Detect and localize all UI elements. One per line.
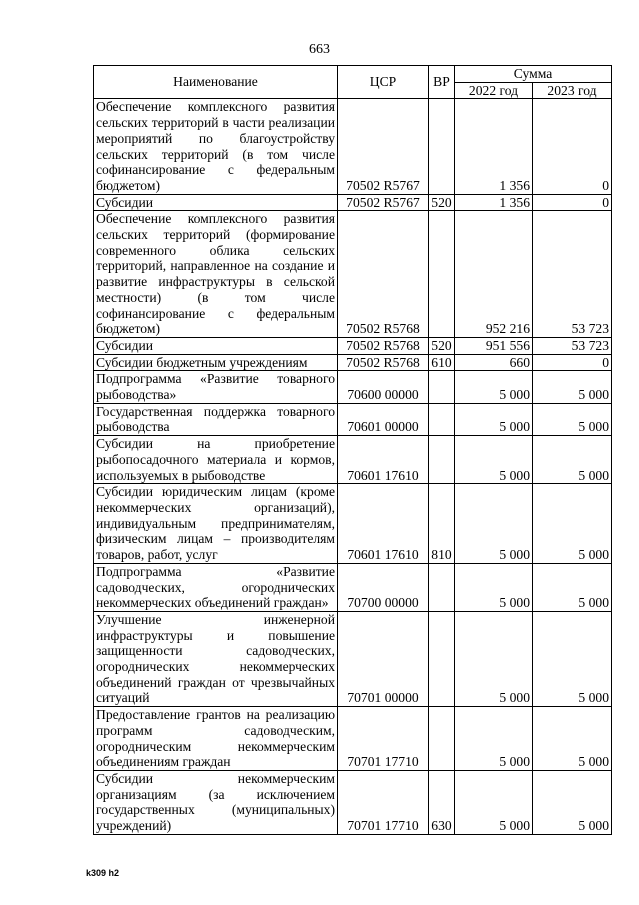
row-amount-2023-cell: 5 000 — [533, 707, 612, 771]
footer-code: k309 h2 — [86, 868, 120, 878]
table-row — [94, 211, 612, 338]
header-2023: 2023 год — [533, 82, 612, 99]
row-amount-2023-cell: 5 000 — [533, 484, 612, 564]
row-csr-cell: 70502 R5768 — [338, 337, 429, 354]
row-amount-2022-cell: 5 000 — [455, 371, 533, 403]
row-name-cell: Субсидии бюджетным учреждениям — [94, 354, 338, 371]
row-amount-2022-cell: 5 000 — [455, 770, 533, 834]
row-vr-cell — [429, 436, 455, 484]
row-csr-cell: 70701 00000 — [338, 611, 429, 706]
row-csr-cell: 70700 00000 — [338, 563, 429, 611]
row-amount-2023-cell: 0 — [533, 354, 612, 371]
header-sum: Сумма — [455, 66, 612, 83]
row-amount-2023-cell: 5 000 — [533, 403, 612, 435]
row-vr-cell: 610 — [429, 354, 455, 371]
row-amount-2022-cell: 5 000 — [455, 436, 533, 484]
row-amount-2023-cell: 5 000 — [533, 436, 612, 484]
row-csr-cell: 70601 00000 — [338, 403, 429, 435]
row-amount-2022-cell: 5 000 — [455, 707, 533, 771]
row-amount-2022-cell: 5 000 — [455, 563, 533, 611]
row-amount-2022-cell: 660 — [455, 354, 533, 371]
row-name-cell: Предоставление грантов на реализацию программ садоводческим, огородническим некоммерческим объединениям граждан — [94, 707, 338, 771]
table-row — [94, 611, 612, 706]
table-row — [94, 337, 612, 354]
row-amount-2023-cell: 5 000 — [533, 770, 612, 834]
row-vr-cell: 630 — [429, 770, 455, 834]
header-2022: 2022 год — [455, 82, 533, 99]
table-row — [94, 436, 612, 484]
row-amount-2023-cell: 0 — [533, 194, 612, 211]
table-body — [94, 99, 612, 834]
row-name-cell: Обеспечение комплексного развития сельских территорий (формирование современного облика сельских территорий, направленное на создание и развитие инфраструктуры в сельской местности) (в том числе софинансирование с федеральным бюджетом) — [94, 211, 338, 338]
row-name-cell: Подпрограмма «Развитие товарного рыбоводства» — [94, 371, 338, 403]
row-name-cell: Обеспечение комплексного развития сельских территорий в части реализации мероприятий по благоустройству сельских территорий (в том числе софинансирование с федеральным бюджетом) — [94, 99, 338, 194]
table-header-row — [94, 66, 612, 83]
row-name-cell: Улучшение инженерной инфраструктуры и повышение защищенности садоводческих, огороднических некоммерческих объединений граждан от чрезвычайных ситуаций — [94, 611, 338, 706]
row-csr-cell: 70701 17710 — [338, 707, 429, 771]
row-name-cell: Подпрограмма «Развитие садоводческих, огороднических некоммерческих объединений граждан» — [94, 563, 338, 611]
row-vr-cell — [429, 99, 455, 194]
row-csr-cell: 70502 R5768 — [338, 211, 429, 338]
row-vr-cell — [429, 563, 455, 611]
row-amount-2022-cell: 5 000 — [455, 484, 533, 564]
row-amount-2023-cell: 53 723 — [533, 337, 612, 354]
budget-table — [93, 65, 612, 835]
table-row — [94, 403, 612, 435]
row-amount-2022-cell: 5 000 — [455, 611, 533, 706]
row-amount-2023-cell: 5 000 — [533, 563, 612, 611]
row-amount-2023-cell: 53 723 — [533, 211, 612, 338]
row-csr-cell: 70600 00000 — [338, 371, 429, 403]
table-row — [94, 484, 612, 564]
table-row — [94, 770, 612, 834]
row-vr-cell — [429, 707, 455, 771]
table-row — [94, 99, 612, 194]
row-vr-cell — [429, 211, 455, 338]
row-name-cell: Субсидии некоммерческим организациям (за исключением государственных (муниципальных) учреждений) — [94, 770, 338, 834]
row-amount-2023-cell: 5 000 — [533, 611, 612, 706]
row-csr-cell: 70502 R5767 — [338, 194, 429, 211]
row-vr-cell — [429, 611, 455, 706]
row-name-cell: Субсидии юридическим лицам (кроме некоммерческих организаций), индивидуальным предпринимателям, физическим лицам – производителям товаров, работ, услуг — [94, 484, 338, 564]
row-amount-2022-cell: 1 356 — [455, 99, 533, 194]
row-vr-cell — [429, 371, 455, 403]
row-csr-cell: 70502 R5768 — [338, 354, 429, 371]
row-amount-2023-cell: 0 — [533, 99, 612, 194]
row-name-cell: Государственная поддержка товарного рыбоводства — [94, 403, 338, 435]
row-csr-cell: 70601 17610 — [338, 436, 429, 484]
row-name-cell: Субсидии — [94, 194, 338, 211]
row-name-cell: Субсидии на приобретение рыбопосадочного материала и кормов, используемых в рыбоводстве — [94, 436, 338, 484]
row-amount-2022-cell: 952 216 — [455, 211, 533, 338]
row-csr-cell: 70601 17610 — [338, 484, 429, 564]
row-amount-2022-cell: 5 000 — [455, 403, 533, 435]
row-amount-2023-cell: 5 000 — [533, 371, 612, 403]
row-csr-cell: 70502 R5767 — [338, 99, 429, 194]
page-number: 663 — [309, 42, 330, 57]
row-amount-2022-cell: 1 356 — [455, 194, 533, 211]
header-vr: ВР — [429, 66, 455, 99]
header-csr: ЦСР — [338, 66, 429, 99]
table-row — [94, 194, 612, 211]
header-name: Наименование — [94, 66, 338, 99]
row-vr-cell: 810 — [429, 484, 455, 564]
row-vr-cell: 520 — [429, 194, 455, 211]
table-row — [94, 707, 612, 771]
row-csr-cell: 70701 17710 — [338, 770, 429, 834]
table-row — [94, 354, 612, 371]
row-name-cell: Субсидии — [94, 337, 338, 354]
row-vr-cell — [429, 403, 455, 435]
row-amount-2022-cell: 951 556 — [455, 337, 533, 354]
table-row — [94, 371, 612, 403]
table-row — [94, 563, 612, 611]
row-vr-cell: 520 — [429, 337, 455, 354]
